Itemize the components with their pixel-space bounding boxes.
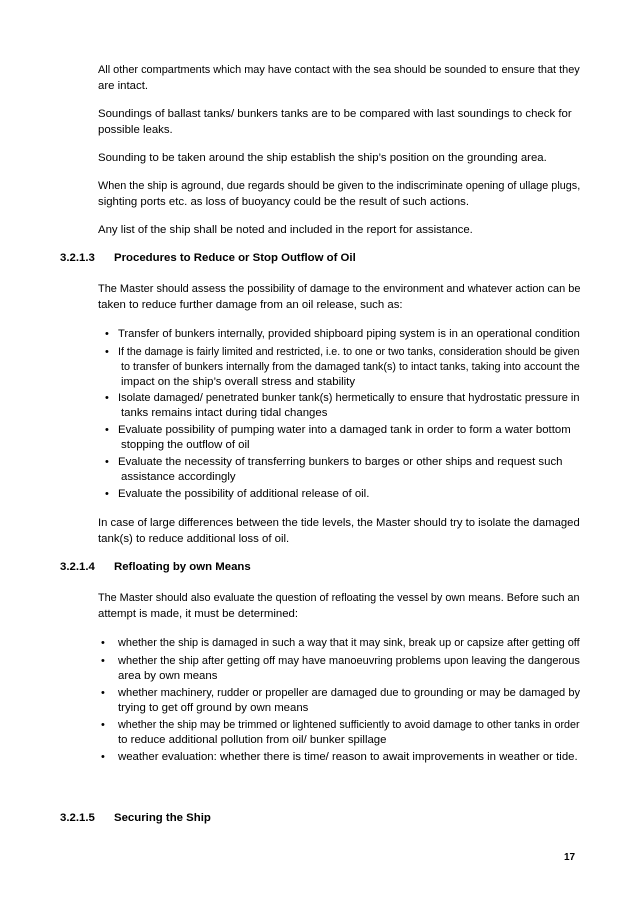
bullet-text: whether machinery, rudder or propeller are damaged due to grounding or may be damaged by [118,687,581,699]
bullet-text: weather evaluation: whether there is time/ reason to await improvements in weather or tide. [118,751,578,763]
bullet-text: to transfer of bunkers internally from the damaged tank(s) to intact tanks, taking into account the [121,361,580,373]
bullet-text: trying to get off ground by own means [118,702,309,714]
bullet-text: stopping the outflow of oil [121,439,250,451]
section-heading: Procedures to Reduce or Stop Outflow of Oil [114,252,356,264]
bullet-text: tanks remains intact during tidal changes [121,407,328,419]
bullet-icon: • [105,328,109,340]
bullet-text: to reduce additional pollution from oil/ bunker spillage [118,734,387,746]
bullet-text: Evaluate the possibility of additional release of oil. [118,488,370,500]
paragraph-line: taken to reduce further damage from an oil release, such as: [98,299,403,311]
section-number: 3.2.1.3 [60,252,95,264]
bullet-icon: • [101,687,105,699]
section-heading: Securing the Ship [114,812,211,824]
bullet-text: area by own means [118,670,218,682]
bullet-icon: • [105,392,109,404]
paragraph-line: are intact. [98,80,149,92]
bullet-text: assistance accordingly [121,471,236,483]
bullet-text: whether the ship is damaged in such a way that it may sink, break up or capsize after getting off [118,637,580,649]
bullet-text: Isolate damaged/ penetrated bunker tank(s) hermetically to ensure that hydrostatic pressure in [118,392,580,404]
paragraph-line: attempt is made, it must be determined: [98,608,299,620]
bullet-text: impact on the ship’s overall stress and stability [121,376,356,388]
section-heading: Refloating by own Means [114,561,251,573]
paragraph-line: Sounding to be taken around the ship establish the ship’s position on the grounding area. [98,152,547,164]
paragraph-line: When the ship is aground, due regards should be given to the indiscriminate opening of ullage plugs, [98,180,581,192]
bullet-text: whether the ship may be trimmed or lightened sufficiently to avoid damage to other tanks in order [118,719,580,731]
section-number: 3.2.1.5 [60,812,95,824]
paragraph-line: In case of large differences between the tide levels, the Master should try to isolate the damaged [98,517,580,529]
paragraph-line: All other compartments which may have contact with the sea should be sounded to ensure that they [98,64,580,76]
bullet-icon: • [101,637,105,649]
paragraph-line: tank(s) to reduce additional loss of oil. [98,533,290,545]
section-number: 3.2.1.4 [60,561,95,573]
bullet-icon: • [105,424,109,436]
bullet-icon: • [101,719,105,731]
paragraph-line: Soundings of ballast tanks/ bunkers tanks are to be compared with last soundings to check for [98,108,572,120]
bullet-text: If the damage is fairly limited and restricted, i.e. to one or two tanks, consideration should be given [118,346,580,358]
bullet-text: Evaluate the necessity of transferring bunkers to barges or other ships and request such [118,456,563,468]
bullet-text: Transfer of bunkers internally, provided shipboard piping system is in an operational condition [118,328,580,340]
bullet-text: Evaluate possibility of pumping water into a damaged tank in order to form a water bottom [118,424,571,436]
page-number: 17 [564,852,576,863]
paragraph-line: The Master should also evaluate the question of refloating the vessel by own means. Before such an [98,592,580,604]
paragraph-line: The Master should assess the possibility of damage to the environment and whatever action can be [98,283,581,295]
bullet-text: whether the ship after getting off may have manoeuvring problems upon leaving the dangerous [118,655,580,667]
bullet-icon: • [105,488,109,500]
paragraph-line: sighting ports etc. as loss of buoyancy could be the result of such actions. [98,196,470,208]
paragraph-line: possible leaks. [98,124,173,136]
paragraph-line: Any list of the ship shall be noted and included in the report for assistance. [98,224,473,236]
bullet-icon: • [101,751,105,763]
bullet-icon: • [105,456,109,468]
bullet-icon: • [101,655,105,667]
bullet-icon: • [105,346,109,358]
